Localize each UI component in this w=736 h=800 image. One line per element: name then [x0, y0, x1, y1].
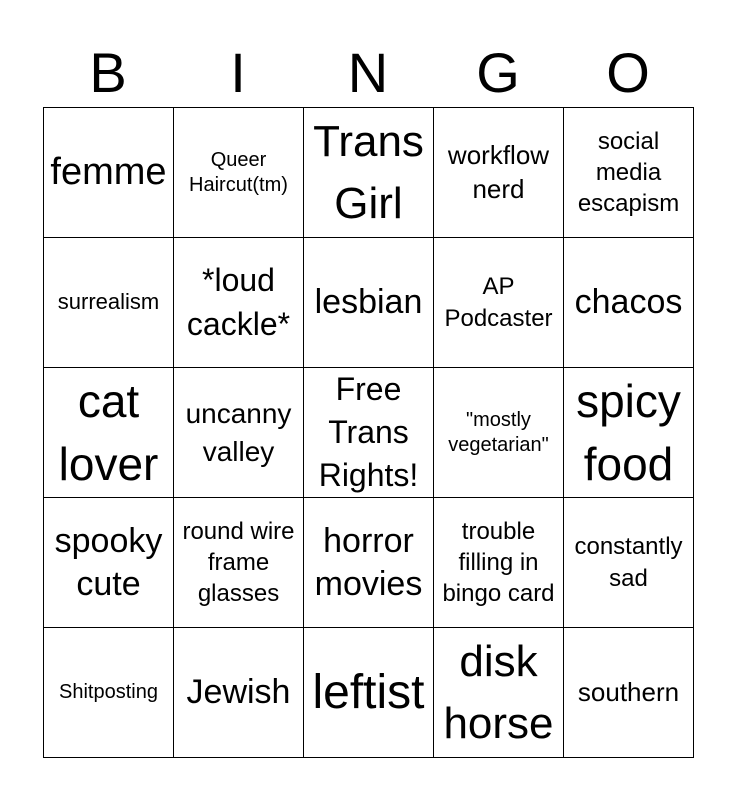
cell-text: social media escapism — [577, 127, 680, 218]
cell-text: "mostly vegetarian" — [448, 408, 549, 456]
cell-text: chacos — [574, 283, 683, 322]
cell-text: constantly sad — [574, 533, 683, 592]
bingo-cell[interactable] — [44, 498, 174, 628]
cell-text: uncanny valley — [185, 397, 292, 467]
header-letter-o: O — [606, 41, 650, 104]
cell-text: horror movies — [314, 522, 423, 603]
cell-text: lesbian — [314, 283, 423, 322]
bingo-cell[interactable] — [434, 498, 564, 628]
cell-text: southern — [577, 676, 680, 707]
bingo-cell[interactable] — [174, 238, 304, 368]
cell-text: Free Trans Rights! — [318, 370, 419, 494]
cell-text: workflow nerd — [447, 139, 550, 204]
cell-text: spicy food — [576, 375, 681, 490]
bingo-cell[interactable] — [564, 498, 694, 628]
cell-text: trouble filling in bingo card — [442, 517, 555, 608]
header-letter-g: G — [476, 41, 520, 104]
bingo-cell[interactable] — [564, 368, 694, 498]
cell-text: surrealism — [57, 289, 160, 315]
bingo-cell[interactable] — [304, 498, 434, 628]
bingo-cell[interactable] — [44, 628, 174, 758]
cell-text: leftist — [312, 665, 425, 719]
header-letter-n: N — [347, 41, 389, 104]
bingo-cell[interactable] — [304, 238, 434, 368]
bingo-cell[interactable] — [174, 498, 304, 628]
bingo-cell[interactable] — [174, 628, 304, 758]
bingo-cell[interactable] — [304, 628, 434, 758]
cell-text: cat lover — [58, 375, 159, 490]
bingo-cell[interactable] — [304, 368, 434, 498]
cell-text: Queer Haircut(tm) — [189, 148, 288, 196]
bingo-cell[interactable] — [44, 238, 174, 368]
bingo-cell[interactable] — [174, 108, 304, 238]
cell-text: round wire frame glasses — [182, 517, 295, 608]
cell-text: Jewish — [186, 673, 291, 712]
cell-text: disk horse — [443, 636, 554, 748]
bingo-cell[interactable] — [564, 108, 694, 238]
bingo-card-grid — [43, 107, 694, 758]
header-letter-b: B — [89, 41, 127, 104]
bingo-cell[interactable] — [174, 368, 304, 498]
cell-text: Shitposting — [59, 681, 158, 703]
cell-text: spooky cute — [54, 522, 163, 603]
bingo-cell[interactable] — [564, 628, 694, 758]
bingo-cell[interactable] — [44, 368, 174, 498]
bingo-cell[interactable] — [434, 628, 564, 758]
bingo-cell[interactable] — [304, 108, 434, 238]
bingo-cell[interactable] — [564, 238, 694, 368]
bingo-header — [43, 40, 693, 106]
bingo-cell[interactable] — [434, 368, 564, 498]
bingo-cell[interactable] — [434, 238, 564, 368]
header-letter-i: I — [230, 41, 246, 104]
bingo-cell[interactable] — [44, 108, 174, 238]
bingo-cell[interactable] — [434, 108, 564, 238]
cell-text: *loud cackle* — [186, 262, 291, 342]
cell-text: femme — [50, 150, 167, 193]
cell-text: Trans Girl — [313, 116, 424, 228]
cell-text: AP Podcaster — [444, 273, 553, 332]
